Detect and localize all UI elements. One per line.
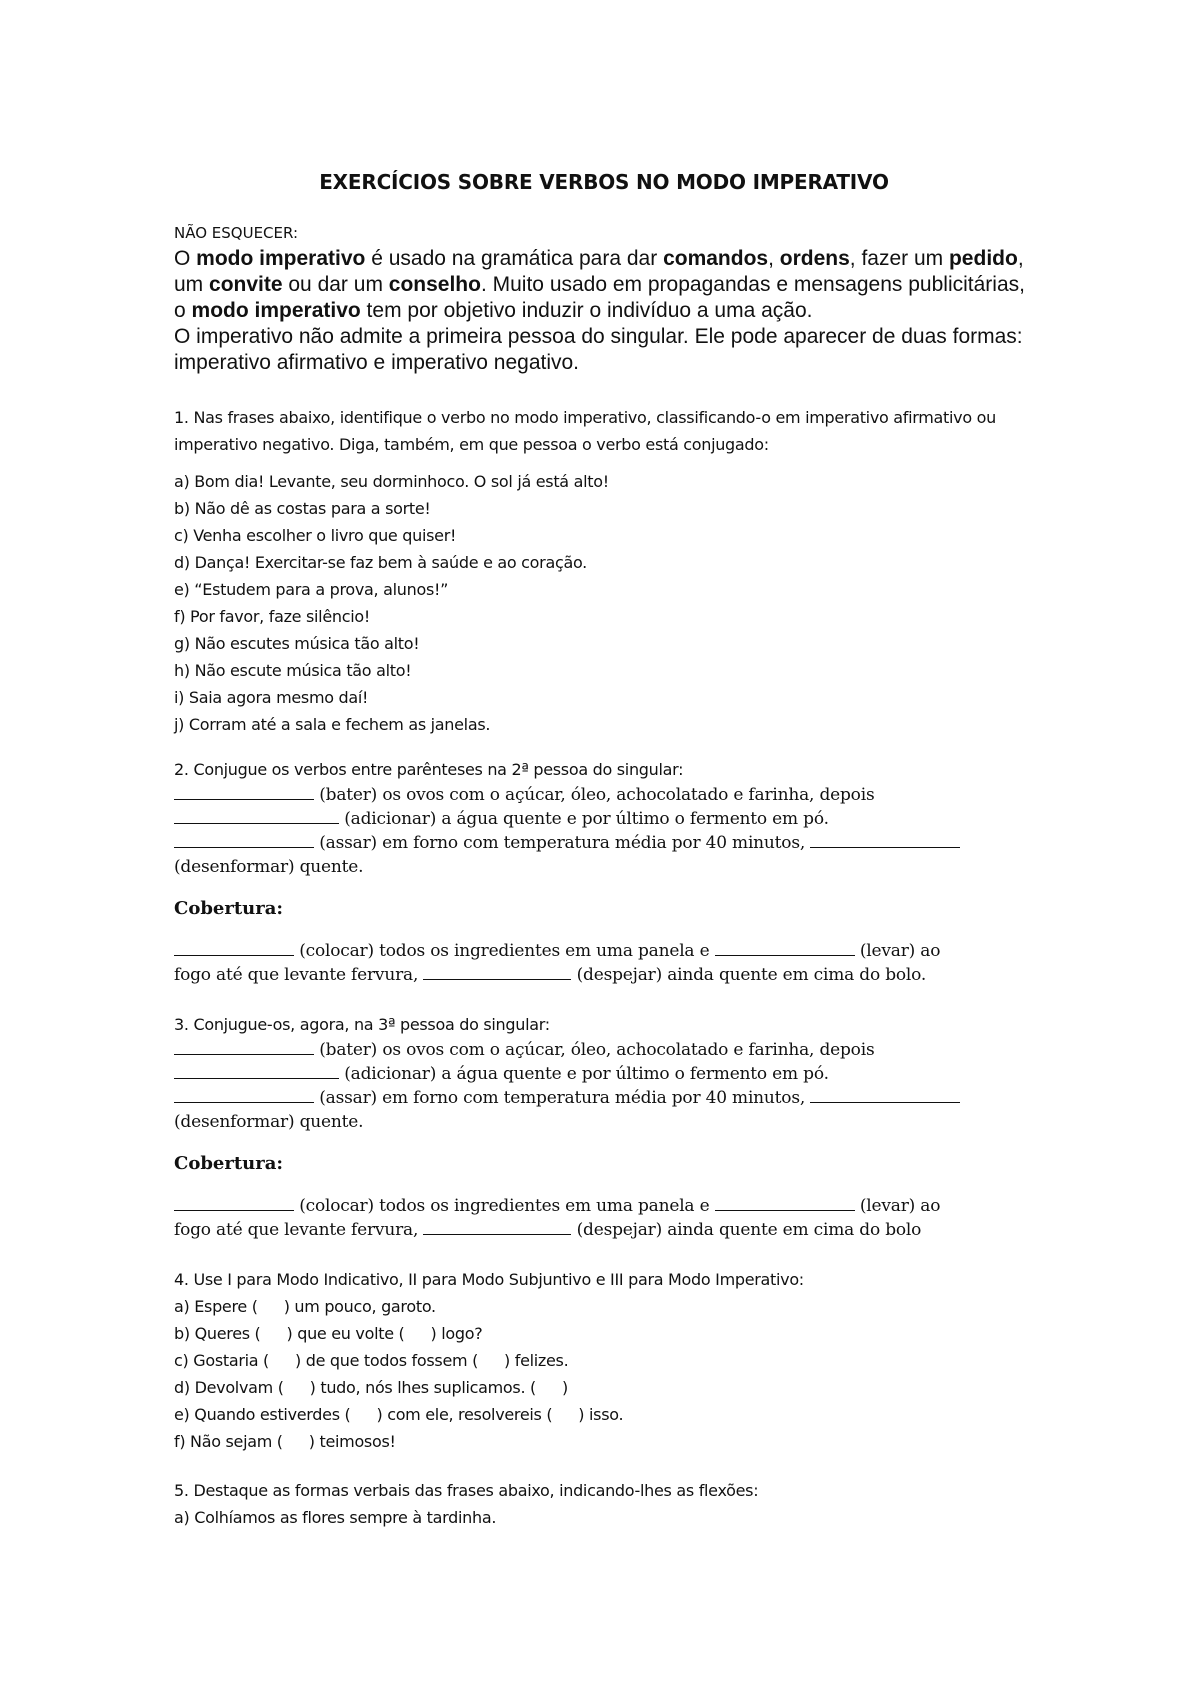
recipe-line: (assar) em forno com temperatura média por 40 minutos, (174, 1086, 1034, 1110)
question-1-prompt: 1. Nas frases abaixo, identifique o verbo no modo imperativo, classificando-o em imperativo afirmativo ou imperativo negativo. Diga, também, em que pessoa o verbo está conjugado: (174, 408, 996, 454)
list-item (174, 1374, 1034, 1401)
list-item-text: ) de que todos fossem ( (294, 1351, 479, 1370)
list-item-text: c) Gostaria ( (174, 1351, 269, 1370)
question-2 (174, 756, 1034, 987)
intro-bold-term: conselho (388, 273, 481, 296)
answer-blank[interactable] (715, 941, 855, 956)
list-item: i) Saia agora mesmo daí! (174, 688, 369, 707)
answer-blank[interactable] (174, 1064, 339, 1079)
intro-paragraph-2: O imperativo não admite a primeira pessoa do singular. Ele pode aparecer de duas formas: imperativo afirmativo e imperativo negativo. (174, 325, 1023, 374)
list-item: c) Venha escolher o livro que quiser! (174, 526, 457, 545)
list-item: g) Não escutes música tão alto! (174, 634, 420, 653)
list-item-text: ) isso. (578, 1405, 624, 1424)
recipe-line: fogo até que levante fervura, (despejar) ainda quente em cima do bolo (174, 1220, 922, 1240)
intro-text-run: tem por objetivo induzir o indivíduo a uma ação. (360, 299, 813, 322)
list-item: h) Não escute música tão alto! (174, 661, 412, 680)
intro-text-run: , (768, 247, 780, 270)
answer-blank[interactable] (174, 809, 339, 824)
recipe-line: (bater) os ovos com o açúcar, óleo, achocolatado e farinha, depois (174, 1038, 1034, 1062)
list-item: f) Por favor, faze silêncio! (174, 607, 370, 626)
list-item-text: e) Quando estiverdes ( (174, 1405, 351, 1424)
intro-bold-term: comandos (663, 247, 769, 270)
list-item (174, 1401, 1034, 1428)
list-item (174, 1428, 1034, 1455)
question-4-items (174, 1293, 1034, 1455)
recipe-line: (bater) os ovos com o açúcar, óleo, achocolatado e farinha, depois (174, 783, 1034, 807)
intro-bold-term: pedido (948, 247, 1018, 270)
intro-text-run: é usado na gramática para dar (365, 247, 664, 270)
note-label: NÃO ESQUECER: (174, 224, 299, 242)
worksheet-page (174, 170, 1034, 1531)
question-5-prompt: 5. Destaque as formas verbais das frases abaixo, indicando-lhes as flexões: (174, 1481, 759, 1500)
list-item-text: ) um pouco, garoto. (283, 1297, 436, 1316)
intro-text-run: . Muito usado em propagandas e mensagens publicitárias, o (174, 273, 1025, 322)
recipe-line: (desenformar) quente. (174, 1112, 364, 1132)
list-item: a) Colhíamos as flores sempre à tardinha. (174, 1508, 497, 1527)
page-title: EXERCÍCIOS SOBRE VERBOS NO MODO IMPERATIVO (319, 170, 889, 194)
topping-heading: Cobertura: (174, 1153, 284, 1174)
list-item-text: ) com ele, resolvereis ( (376, 1405, 553, 1424)
intro-text (174, 246, 1034, 376)
list-item-text: b) Queres ( (174, 1324, 261, 1343)
answer-blank[interactable] (423, 1220, 571, 1235)
list-item-text: a) Espere ( (174, 1297, 258, 1316)
list-item-text: ) teimosos! (308, 1432, 396, 1451)
question-4-prompt: 4. Use I para Modo Indicativo, II para Modo Subjuntivo e III para Modo Imperativo: (174, 1270, 804, 1289)
answer-blank[interactable] (810, 833, 960, 848)
answer-blank[interactable] (174, 785, 314, 800)
list-item (174, 1320, 1034, 1347)
question-4 (174, 1266, 1034, 1455)
intro-bold-term: ordens (779, 247, 850, 270)
list-item-text: ) tudo, nós lhes suplicamos. ( (309, 1378, 536, 1397)
recipe-line: (adicionar) a água quente e por último o fermento em pó. (174, 1062, 1034, 1086)
question-5 (174, 1477, 1034, 1531)
list-item: a) Bom dia! Levante, seu dorminhoco. O sol já está alto! (174, 472, 609, 491)
recipe-line: (assar) em forno com temperatura média por 40 minutos, (174, 831, 1034, 855)
question-3 (174, 1011, 1034, 1242)
list-item-text: ) logo? (430, 1324, 483, 1343)
answer-blank[interactable] (715, 1196, 855, 1211)
list-item-text: d) Devolvam ( (174, 1378, 284, 1397)
topping-heading: Cobertura: (174, 898, 284, 919)
intro-bold-term: modo imperativo (191, 299, 361, 322)
intro-bold-term: modo imperativo (196, 247, 366, 270)
intro-text-run: , um (174, 247, 1024, 296)
recipe-line: (adicionar) a água quente e por último o fermento em pó. (174, 807, 1034, 831)
intro-text-run: O (174, 247, 197, 270)
list-item (174, 1347, 1034, 1374)
intro-text-run: ou dar um (282, 273, 389, 296)
recipe-line: (colocar) todos os ingredientes em uma panela e (levar) ao (174, 1194, 1034, 1218)
intro-text-run: , fazer um (849, 247, 949, 270)
list-item: d) Dança! Exercitar-se faz bem à saúde e ao coração. (174, 553, 587, 572)
answer-blank[interactable] (174, 1196, 294, 1211)
recipe-line: fogo até que levante fervura, (despejar) ainda quente em cima do bolo. (174, 965, 927, 985)
list-item-text: ) que eu volte ( (286, 1324, 405, 1343)
question-2-prompt: 2. Conjugue os verbos entre parênteses na 2ª pessoa do singular: (174, 760, 684, 779)
recipe-line: (desenformar) quente. (174, 857, 364, 877)
question-1-items (174, 468, 1034, 738)
answer-blank[interactable] (174, 941, 294, 956)
list-item-text: f) Não sejam ( (174, 1432, 283, 1451)
question-3-prompt: 3. Conjugue-os, agora, na 3ª pessoa do singular: (174, 1015, 550, 1034)
answer-blank[interactable] (174, 1088, 314, 1103)
list-item-text: ) (561, 1378, 568, 1397)
intro-paragraph-1 (174, 246, 1034, 324)
list-item: j) Corram até a sala e fechem as janelas. (174, 715, 491, 734)
question-1 (174, 404, 1034, 738)
list-item: b) Não dê as costas para a sorte! (174, 499, 431, 518)
intro-bold-term: convite (209, 273, 283, 296)
answer-blank[interactable] (810, 1088, 960, 1103)
list-item: e) “Estudem para a prova, alunos!” (174, 580, 449, 599)
question-5-items (174, 1504, 1034, 1531)
answer-blank[interactable] (174, 833, 314, 848)
list-item (174, 1293, 1034, 1320)
answer-blank[interactable] (423, 965, 571, 980)
recipe-line: (colocar) todos os ingredientes em uma panela e (levar) ao (174, 939, 1034, 963)
answer-blank[interactable] (174, 1040, 314, 1055)
list-item-text: ) felizes. (504, 1351, 569, 1370)
